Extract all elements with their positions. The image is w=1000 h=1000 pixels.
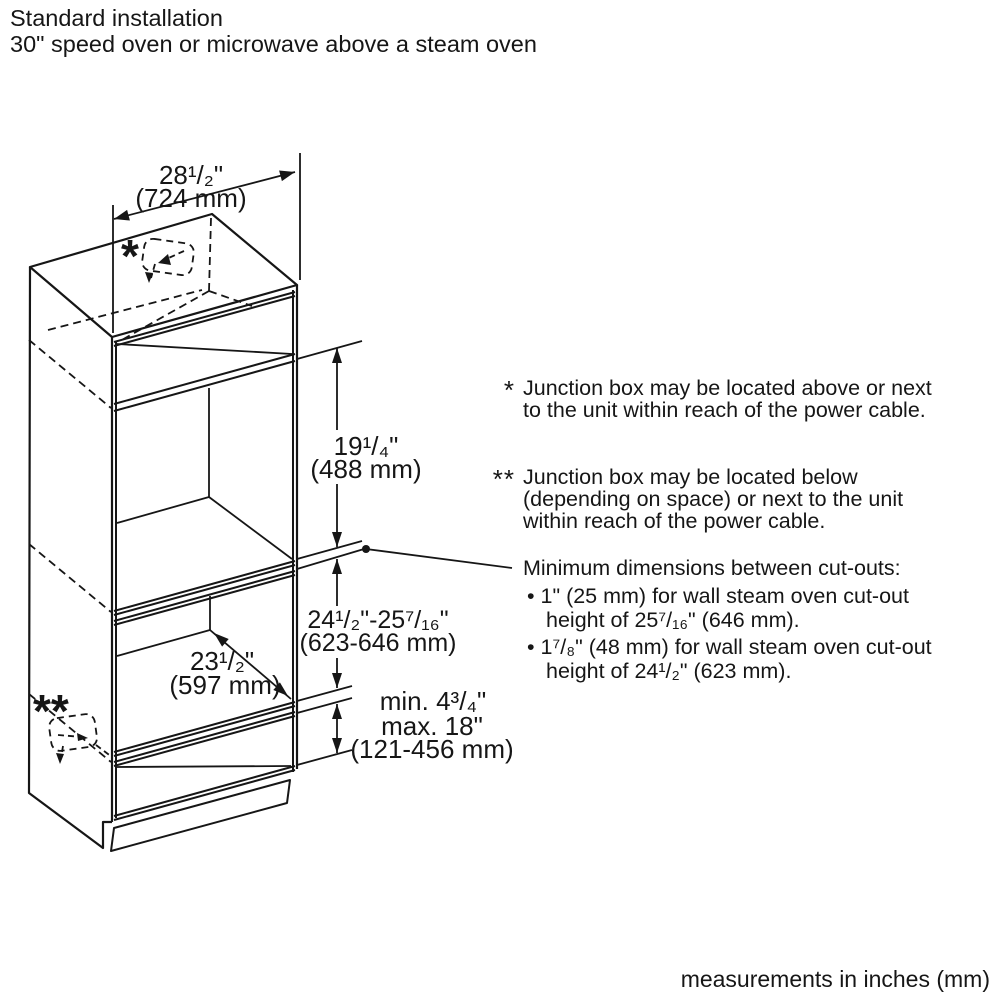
junction-box-top xyxy=(141,238,195,283)
note2-line1: Junction box may be located below xyxy=(523,465,858,489)
arrowhead xyxy=(332,673,342,688)
dim-steam-height-mm: (623-646 mm) xyxy=(299,629,457,657)
dim-width-mm: (724 mm) xyxy=(135,183,247,213)
cabinet-left-side xyxy=(29,267,112,848)
page-title-line1: Standard installation xyxy=(10,5,223,31)
min-dims-bullet2-line1: • 1⁷/₈" (48 mm) for wall steam oven cut-out xyxy=(527,635,932,659)
bottom-junction-marker: ** xyxy=(33,685,69,737)
dim-bottom-max: max. 18" xyxy=(381,711,483,741)
dim-speed-height-inches: 19¹/₄" xyxy=(333,431,399,461)
toe-kick xyxy=(111,780,290,851)
note1-line1: Junction box may be located above or next xyxy=(523,376,932,400)
front-frame xyxy=(114,290,295,820)
note2-line3: within reach of the power cable. xyxy=(523,509,826,533)
min-dims-bullet1-line2: height of 25⁷/₁₆" (646 mm). xyxy=(546,608,800,632)
cable-arrowhead-right xyxy=(77,733,88,741)
arrowhead xyxy=(332,348,342,363)
cable-arrowhead-left xyxy=(158,254,171,265)
cutout-gap-leader xyxy=(297,541,512,569)
dim-cutout-depth xyxy=(169,633,288,700)
units-note: measurements in inches (mm) xyxy=(680,966,990,992)
note1-line2: to the unit within reach of the power cable. xyxy=(523,398,926,422)
min-dims-heading: Minimum dimensions between cut-outs: xyxy=(523,556,901,580)
arrowhead xyxy=(114,210,130,221)
arrowhead xyxy=(332,738,342,753)
dim-depth-mm: (597 mm) xyxy=(169,670,281,700)
dim-bottom-mm: (121-456 mm) xyxy=(350,734,514,764)
dim-depth-inches: 23¹/₂" xyxy=(189,646,255,676)
dim-steam-oven-height xyxy=(300,559,462,688)
min-dims-bullet2-line2: height of 24¹/₂" (623 mm). xyxy=(546,659,792,683)
arrowhead xyxy=(279,171,295,182)
dim-speed-height-mm: (488 mm) xyxy=(310,454,422,484)
page-title-line2: 30" speed oven or microwave above a steam oven xyxy=(10,31,537,57)
cable-arrowhead-down2 xyxy=(56,753,64,764)
note2-line2: (depending on space) or next to the unit xyxy=(523,487,904,511)
note-marker-single-asterisk: * xyxy=(503,375,515,405)
arrowhead xyxy=(332,532,342,547)
dim-width-inches: 28¹/₂" xyxy=(158,160,224,190)
top-junction-marker: * xyxy=(121,230,139,282)
dim-bottom-clearance xyxy=(297,686,514,765)
dim-speed-oven-height xyxy=(297,341,422,547)
dim-steam-height-inches: 24¹/₂"-25⁷/₁₆" xyxy=(307,606,449,634)
dim-bottom-min: min. 4³/₄" xyxy=(379,686,487,716)
cabinet-top-face xyxy=(30,214,297,337)
note-marker-double-asterisk: ** xyxy=(492,464,515,494)
arrowhead xyxy=(332,559,342,574)
cabinet-interior-lines xyxy=(117,344,292,767)
arrowhead xyxy=(332,704,342,719)
min-dims-bullet1-line1: • 1" (25 mm) for wall steam oven cut-out xyxy=(527,584,909,608)
